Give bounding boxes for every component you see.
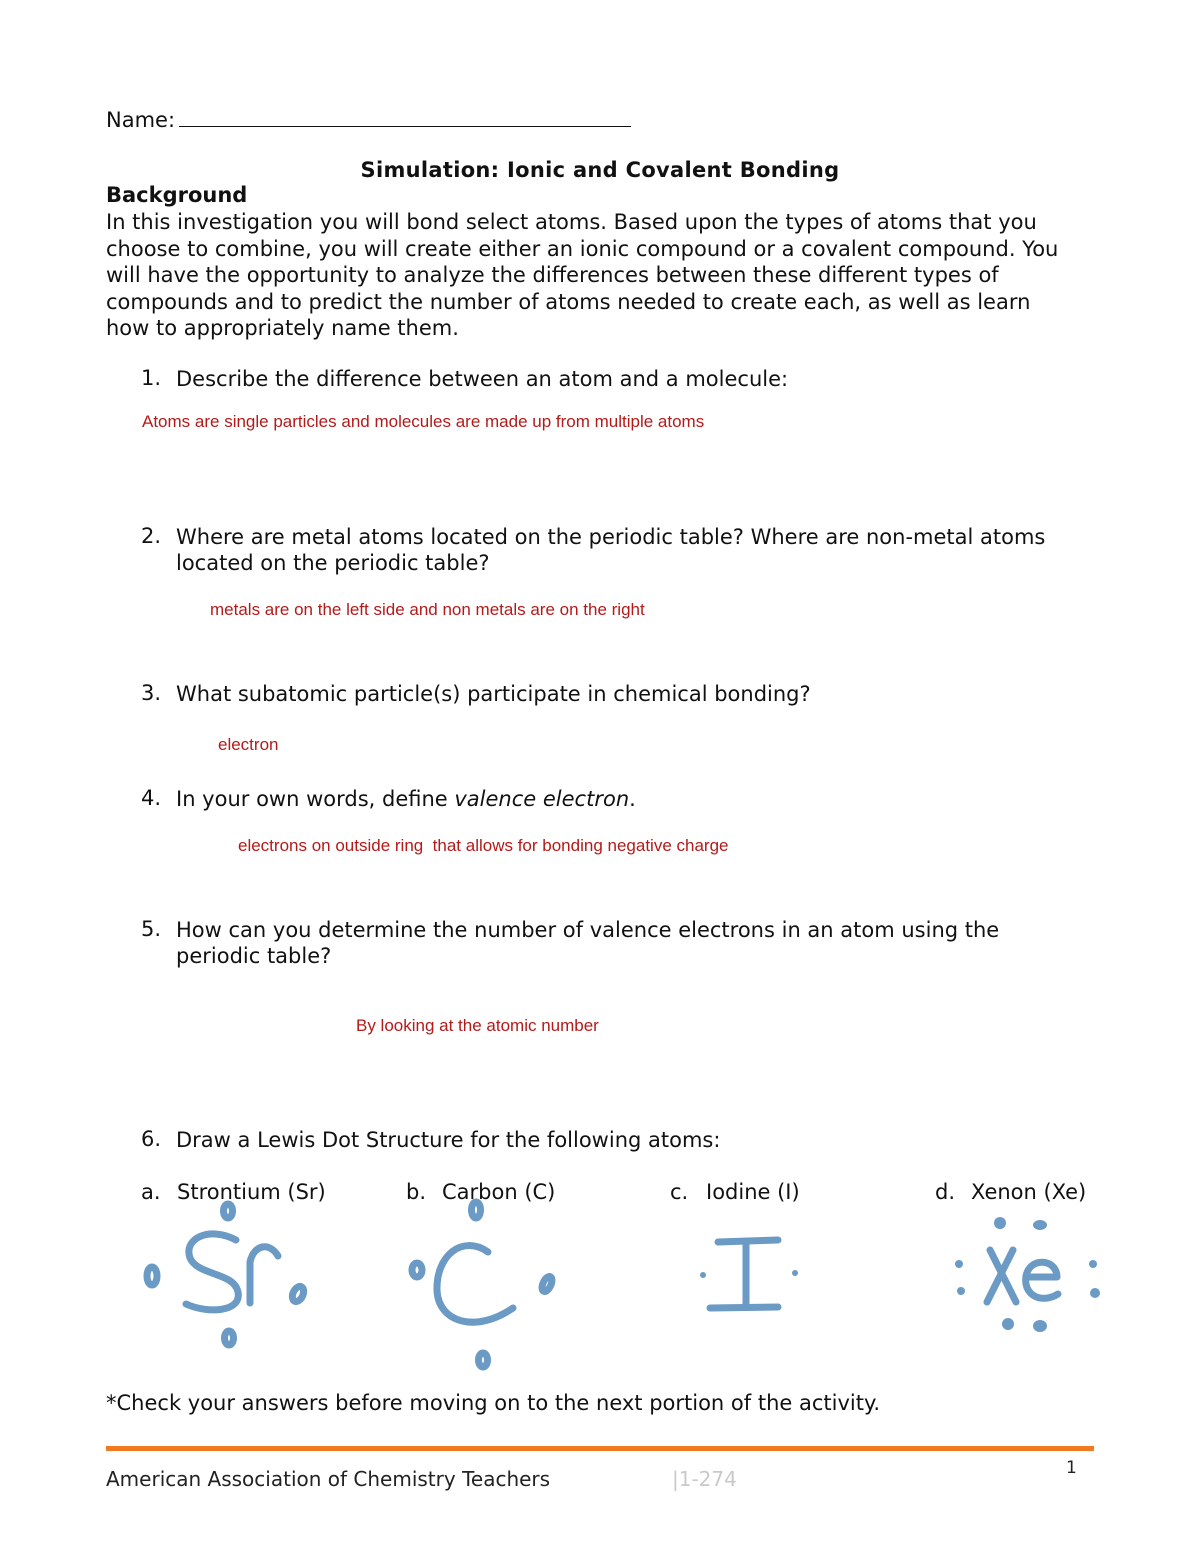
question-line: What subatomic particle(s) participate in chemical bonding? — [176, 682, 811, 706]
footer-code: |1-274 — [672, 1467, 737, 1491]
question-6-number: 6. — [141, 1127, 162, 1151]
background-line: will have the opportunity to analyze the differences between these different types of — [106, 263, 999, 287]
background-line: compounds and to predict the number of atoms needed to create each, as well as learn — [106, 289, 1031, 314]
question-line: How can you determine the number of valence electrons in an atom using the — [176, 918, 1000, 942]
name-label: Name: — [106, 108, 176, 132]
page-number: 1 — [1066, 1458, 1077, 1478]
lewis-dot — [1089, 1260, 1097, 1268]
lewis-dot — [700, 1272, 706, 1278]
question-line: periodic table? — [176, 944, 332, 968]
atom-letter: d. — [935, 1180, 956, 1204]
question-line: Draw a Lewis Dot Structure for the following atoms: — [176, 1128, 721, 1152]
page-title: Simulation: Ionic and Covalent Bonding — [360, 158, 840, 182]
question-text-period: . — [629, 787, 636, 811]
lewis-dot — [1033, 1220, 1047, 1230]
answer-5[interactable]: By looking at the atomic number — [356, 1016, 599, 1035]
answer-3[interactable]: electron — [218, 735, 279, 754]
question-1-number: 1. — [141, 366, 162, 390]
answer-1[interactable]: Atoms are single particles and molecules are made up from multiple atoms — [142, 412, 705, 431]
atom-letter: b. — [406, 1180, 427, 1204]
lewis-xenon-drawing — [987, 1250, 1058, 1302]
lewis-dot — [1033, 1320, 1047, 1332]
lewis-dot — [792, 1270, 798, 1276]
lewis-strontium-drawing — [147, 1204, 306, 1345]
question-line: Describe the difference between an atom and a molecule: — [176, 367, 789, 391]
question-line: located on the periodic table? — [176, 551, 490, 575]
check-answers-note: *Check your answers before moving on to the next portion of the activity. — [106, 1391, 881, 1415]
atom-letter: c. — [670, 1180, 689, 1204]
lewis-dot — [994, 1217, 1006, 1229]
atom-name: Strontium (Sr) — [177, 1180, 326, 1204]
question-line: Where are metal atoms located on the periodic table? Where are non-metal atoms — [176, 525, 1046, 549]
lewis-iodine-drawing — [710, 1240, 778, 1308]
background-heading: Background — [106, 183, 248, 207]
question-3-number: 3. — [141, 681, 162, 705]
lewis-dot — [1002, 1318, 1014, 1330]
atom-name: Carbon (C) — [442, 1180, 556, 1204]
lewis-carbon-drawing — [412, 1202, 554, 1367]
answer-4[interactable]: electrons on outside ring that allows for bonding negative charge — [238, 836, 729, 855]
answer-2[interactable]: metals are on the left side and non metals are on the right — [210, 600, 645, 619]
lewis-dot — [1090, 1288, 1100, 1298]
question-4-number: 4. — [141, 786, 162, 810]
footer-rule — [106, 1446, 1094, 1451]
footer-organization: American Association of Chemistry Teachers — [106, 1467, 551, 1491]
background-line: choose to combine, you will create either an ionic compound or a covalent compound. You — [106, 236, 1059, 261]
question-5-number: 5. — [141, 917, 162, 941]
background-line: how to appropriately name them. — [106, 316, 459, 340]
atom-name: Xenon (Xe) — [971, 1180, 1087, 1204]
atom-letter: a. — [141, 1180, 161, 1204]
lewis-dot — [957, 1287, 965, 1295]
background-line: In this investigation you will bond select atoms. Based upon the types of atoms that you — [106, 210, 1037, 234]
lewis-dot — [955, 1260, 963, 1268]
question-2-number: 2. — [141, 524, 162, 548]
question-text-italic: valence electron — [454, 787, 630, 811]
question-text-plain: In your own words, define — [176, 787, 455, 811]
atom-name: Iodine (I) — [706, 1180, 800, 1204]
